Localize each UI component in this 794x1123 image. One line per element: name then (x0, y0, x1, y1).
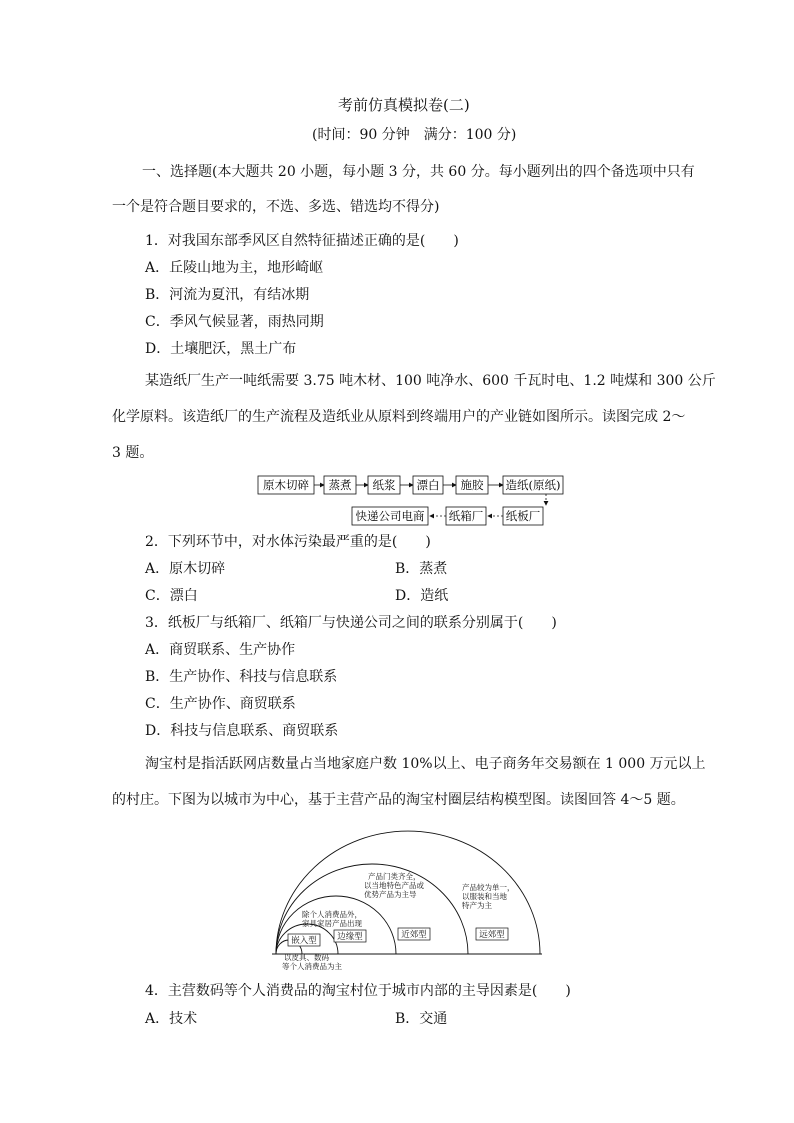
passage-2-line2: 的村庄。下图为以城市为中心，基于主营产品的淘宝村圈层结构模型图。读图回答 4～5 题。 (112, 792, 685, 808)
question-2-option-a: A．原木切碎 (145, 561, 226, 577)
question-4-option-b: B．交通 (395, 1011, 448, 1027)
flow-box-sizing (456, 476, 488, 494)
note-embedded (282, 952, 342, 971)
svg-text:纸板厂: 纸板厂 (505, 509, 541, 523)
question-1-option-c: C．季风气候显著，雨热同期 (145, 314, 324, 330)
question-1-option-a: A．丘陵山地为主，地形崎岖 (145, 260, 324, 276)
svg-text:以服装和当地: 以服装和当地 (462, 892, 507, 901)
question-2-stem: 2．下列环节中，对水体污染最严重的是( ) (145, 534, 431, 550)
svg-text:产品门类齐全，: 产品门类齐全， (368, 872, 421, 881)
svg-text:近郊型: 近郊型 (401, 930, 427, 940)
question-3-stem: 3．纸板厂与纸箱厂、纸箱厂与快递公司之间的联系分别属于( ) (145, 615, 557, 631)
flow-box-bleaching (413, 476, 443, 494)
flow-box-cooking (324, 476, 356, 494)
passage-1-line3: 3 题。 (112, 445, 154, 461)
svg-text:嵌入型: 嵌入型 (291, 936, 317, 946)
question-1-stem: 1．对我国东部季风区自然特征描述正确的是( ) (145, 233, 459, 249)
question-4-stem: 4．主营数码等个人消费品的淘宝村位于城市内部的主导因素是( ) (145, 983, 571, 999)
svg-text:等个人消费品为主: 等个人消费品为主 (282, 962, 342, 971)
passage-1-line2: 化学原料。该造纸厂的生产流程及造纸业从原料到终端用户的产业链如图所示。读图完成 2～ (112, 409, 686, 425)
note-edge (302, 909, 362, 928)
svg-text:除个人消费品外，: 除个人消费品外， (302, 910, 362, 919)
label-suburb-type-2 (476, 928, 508, 940)
question-2-option-d: D．造纸 (395, 588, 449, 604)
svg-text:特产为主: 特产为主 (462, 901, 492, 910)
svg-text:造纸(原纸): 造纸(原纸) (505, 478, 561, 492)
label-embedded-type (288, 934, 320, 946)
question-2-option-c: C．漂白 (145, 588, 198, 604)
flow-box-express-ecommerce (352, 507, 428, 525)
taobao-village-ring-diagram (262, 820, 552, 975)
question-3-option-a: A．商贸联系、生产协作 (145, 642, 296, 658)
svg-text:以当地特色产品或: 以当地特色产品或 (364, 881, 424, 890)
section-instructions-line1: 一、选择题(本大题共 20 小题，每小题 3 分，共 60 分。每小题列出的四个备选项中只有 (142, 164, 695, 180)
note-suburb-1 (364, 871, 424, 899)
svg-text:快递公司电商: 快递公司电商 (355, 509, 425, 523)
question-4-option-a: A．技术 (145, 1011, 198, 1027)
svg-text:漂白: 漂白 (416, 478, 440, 492)
flow-box-carton-factory (446, 507, 486, 525)
svg-text:纸箱厂: 纸箱厂 (448, 509, 484, 523)
question-3-option-c: C．生产协作、商贸联系 (145, 696, 296, 712)
passage-2-line1: 淘宝村是指活跃网店数量占当地家庭户数 10%以上、电子商务年交易额在 1 000 万元以上 (145, 756, 706, 772)
svg-text:边缘型: 边缘型 (337, 932, 363, 942)
papermaking-flowchart (250, 470, 570, 530)
svg-text:远郊型: 远郊型 (479, 930, 505, 940)
passage-1-line1: 某造纸厂生产一吨纸需要 3.75 吨木材、100 吨净水、600 千瓦时电、1.2 吨煤和 300 公斤 (145, 373, 716, 389)
flow-box-paperboard-factory (503, 507, 543, 525)
svg-text:家具家居产品出现: 家具家居产品出现 (302, 919, 362, 928)
note-suburb-2 (462, 882, 515, 910)
svg-text:以皮具、数码: 以皮具、数码 (284, 953, 329, 962)
label-suburb-type-1 (398, 928, 430, 940)
question-1-option-b: B．河流为夏汛，有结冰期 (145, 287, 310, 303)
section-instructions-line2: 一个是符合题目要求的，不选、多选、错选均不得分) (112, 199, 440, 215)
label-edge-type (334, 930, 366, 942)
svg-text:原木切碎: 原木切碎 (263, 478, 309, 492)
page-subtitle: (时间：90 分钟 满分：100 分) (312, 127, 517, 143)
flow-box-papermaking (503, 476, 563, 494)
question-3-option-b: B．生产协作、科技与信息联系 (145, 669, 338, 685)
svg-text:产品较为单一，: 产品较为单一， (462, 883, 515, 892)
question-1-option-d: D．土壤肥沃，黑土广布 (145, 341, 297, 357)
flow-box-log-chipping (258, 476, 314, 494)
page-title: 考前仿真模拟卷(二) (338, 96, 470, 114)
question-2-option-b: B．蒸煮 (395, 561, 448, 577)
svg-text:蒸煮: 蒸煮 (328, 478, 352, 492)
svg-text:纸浆: 纸浆 (372, 478, 396, 492)
question-3-option-d: D．科技与信息联系、商贸联系 (145, 723, 339, 739)
svg-text:施胶: 施胶 (460, 478, 484, 492)
flow-box-pulp (368, 476, 400, 494)
svg-text:优势产品为主导: 优势产品为主导 (364, 890, 417, 899)
